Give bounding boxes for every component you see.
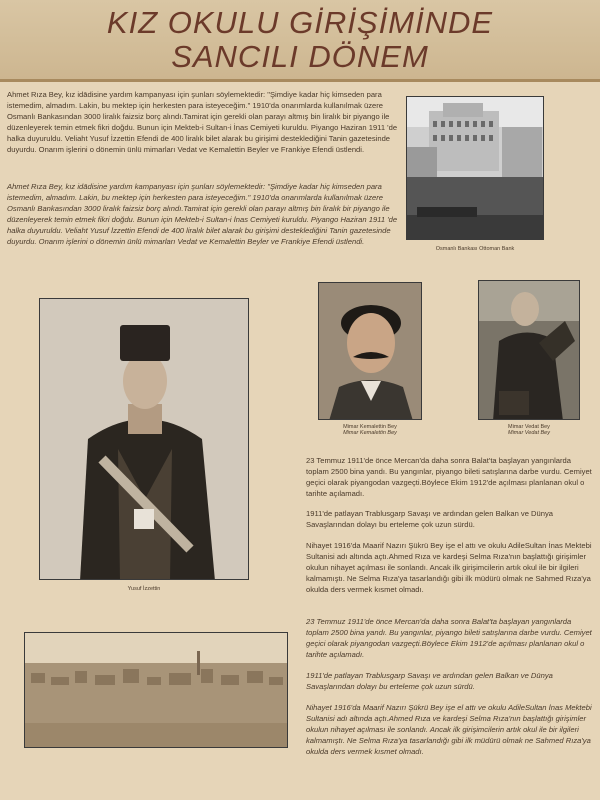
- ottoman-bank-photo: [406, 96, 544, 240]
- vedat-bey-caption: Mimar Vedat Bey: [508, 424, 550, 430]
- body-paragraph-2: 1911'de patlayan Trablusgarp Savaşı ve ardından gelen Balkan ve Dünya Savaşlarından dolayı bu erteleme çok uzun sürdü.: [306, 509, 554, 529]
- kemalettin-bey-photo: [318, 282, 422, 420]
- title-line-1: KIZ OKULU GİRİŞİMİNDE: [106, 5, 494, 40]
- kemalettin-bey-caption: Mimar Kemalettin Bey: [343, 424, 397, 430]
- page-title: [0, 0, 600, 74]
- yusuf-izzettin-photo: [39, 298, 249, 580]
- body-paragraph-3-italic: Nihayet 1916'da Maarif Nazırı Şükrü Bey işe el attı ve okulu AdileSultan İnas Mektebi Sultanisi adı altında açtı.Ahmed Rıza ve kardeşi Selma Rıza'nın başlattığı girişimler okulun nihayet açılması ile sonlandı. Ancak ilk girişimcilerin artık okul ile bir ilgileri kalmamıştı. Ne Selma Rıza'ya tasarlandığı gibi ilk müdürü olmak ne Sahmed Rıza'ya okulda ders vermek kısmet olmadı.: [306, 703, 592, 756]
- body-paragraph-2-italic: 1911'de patlayan Trablusgarp Savaşı ve ardından gelen Balkan ve Dünya Savaşlarından dolayı bu erteleme çok uzun sürdü.: [306, 671, 553, 691]
- intro-paragraph: Ahmet Rıza Bey, kız idādisine yardım kampanyası için şunları söylemektedir: "Şimdiye kadar hiç kimseden para istemedim, almadım. Lakin, bu mektep için herkesten para isteyeceğim." 1910'da onarımlarda kullanılmak üzere Osmanlı Bankasından 3000 liralık faizsiz borç alındı.Tamirat için gerekli olan parayı altmış bin liralık bir piyango ile düzenleyerek temin etmek fikri doğdu. Bunun için Mekteb-i Sultan-i İnas Cemiyeti kuruldu. Piyango Haziran 1911 'de halka duyuruldu. Veliaht Yusuf İzzettin Efendi de 400 liralık bilet alarak bu girişimi desteklediğini Tanin gazetesinde duyurdu. Onarım işlerini o dönemin ünlü mimarları Vedat ve Kemalettin Beyler ve Frankiye Efendi üstlendi.: [7, 90, 398, 154]
- istanbul-panorama-photo: [24, 632, 288, 748]
- vedat-bey-photo: [478, 280, 580, 420]
- body-paragraph-1: 23 Temmuz 1911'de önce Mercan'da daha sonra Balat'ta başlayan yangınlarda toplam 2500 bina yandı. Bu yangınlar, piyango bileti satışlarına darbe vurdu. Cemiyet geçici olarak piyangodan vazgeçti.Böylece Ekim 1912'de açılması planlanan okul o tarihte açılamadı.: [306, 456, 592, 498]
- page-header: [0, 0, 600, 82]
- body-paragraph-1-italic: 23 Temmuz 1911'de önce Mercan'da daha sonra Balat'ta başlayan yangınlarda toplam 2500 bina yandı. Bu yangınlar, piyango bileti satışlarına darbe vurdu. Cemiyet geçici olarak piyangodan vazgeçti.Böylece Ekim 1912'de açılması planlanan okul o tarihte açılamadı.: [306, 617, 592, 659]
- ottoman-bank-caption: Osmanlı Bankası Ottoman Bank: [435, 246, 515, 252]
- body-paragraph-3: Nihayet 1916'da Maarif Nazırı Şükrü Bey işe el attı ve okulu AdileSultan İnas Mektebi Sultanisi adı altında açtı.Ahmed Rıza ve kardeşi Selma Rıza'nın başlattığı girişimler okulun nihayet açılması ile sonlandı. Ancak ilk girişimcilerin artık okul ile bir ilgileri kalmamıştı. Ne Selma Rıza'ya tasarlandığı gibi ilk müdürü olmak ne Sahmed Rıza'ya okulda ders vermek kısmet olmadı.: [306, 541, 592, 594]
- intro-paragraph-italic: Ahmet Rıza Bey, kız idādisine yardım kampanyası için şunları söylemektedir: "Şimdiye kadar hiç kimseden para istemedim, almadım. Lakin, bu mektep için herkesten para isteyeceğim." 1910'da onarımlarda kullanılmak üzere Osmanlı Bankasından 3000 liralık faizsiz borç alındı.Tamirat için gerekli olan parayı altmış bin liralık bir piyango ile düzenleyerek temin etmek fikri doğdu. Bunun için Mekteb-i Sultan-i İnas Cemiyeti kuruldu. Piyango Haziran 1911 'de halka duyuruldu. Veliaht Yusuf İzzettin Efendi de 400 liralık bilet alarak bu girişimi desteklediğini Tanin gazetesinde duyurdu. Onarım işlerini o dönemin ünlü mimarları Vedat ve Kemalettin Beyler ve Frankiye Efendi üstlendi.: [7, 182, 398, 246]
- kemalettin-bey-caption-italic: Mimar Kemalettin Bey: [343, 430, 397, 436]
- vedat-bey-caption-italic: Mimar Vedat Bey: [508, 430, 550, 436]
- title-line-2: SANCILI DÖNEM: [171, 39, 429, 74]
- yusuf-izzettin-caption: Yusuf İzzettin: [127, 586, 161, 592]
